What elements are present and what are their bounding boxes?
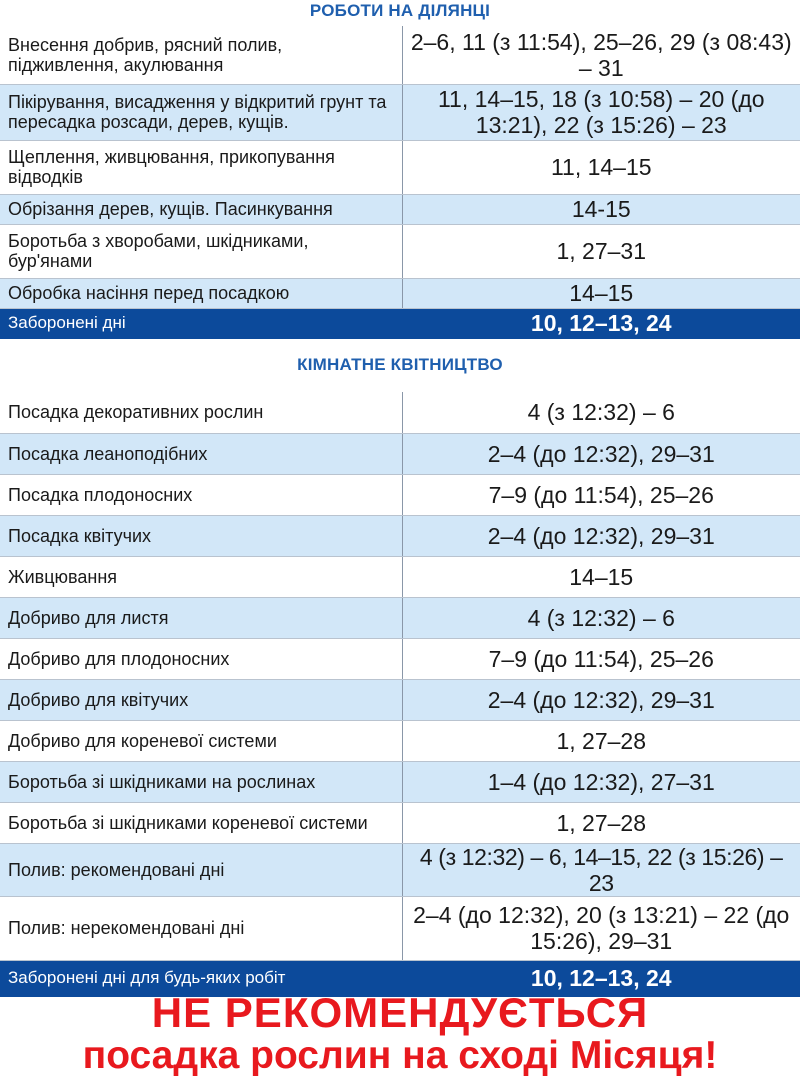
- task-dates: 14-15: [402, 194, 800, 224]
- warning-heading: НЕ РЕКОМЕНДУЄТЬСЯ: [151, 989, 649, 1036]
- task-dates: 7–9 (до 11:54), 25–26: [402, 474, 800, 515]
- task-name: Щеплення, живцювання, прикопування відводків: [0, 140, 402, 194]
- task-dates: 11, 14–15: [402, 140, 800, 194]
- task-dates: 2–4 (до 12:32), 20 (з 13:21) – 22 (до 15:26), 29–31: [402, 896, 800, 960]
- task-dates: 14–15: [402, 556, 800, 597]
- table-row: [0, 84, 800, 140]
- warning-text: посадка рослин на сході Місяця!: [82, 1034, 718, 1077]
- table-row: [0, 278, 800, 308]
- section1-title: РОБОТИ НА ДІЛЯНЦІ: [309, 1, 491, 20]
- table-row: [0, 720, 800, 761]
- banned-days-value: 10, 12–13, 24: [402, 960, 800, 996]
- task-name: Посадка декоративних рослин: [0, 392, 402, 433]
- table-row: [0, 140, 800, 194]
- task-dates: 1, 27–28: [402, 720, 800, 761]
- task-dates: 1, 27–28: [402, 802, 800, 843]
- task-name: Полив: нерекомендовані дні: [0, 896, 402, 960]
- task-dates: 2–4 (до 12:32), 29–31: [402, 433, 800, 474]
- table-row: [0, 515, 800, 556]
- task-name: Обробка насіння перед посадкою: [0, 278, 402, 308]
- task-name: Посадка леаноподібних: [0, 433, 402, 474]
- task-name: Добриво для кореневої системи: [0, 720, 402, 761]
- banned-days-label: Заборонені дні: [0, 308, 402, 338]
- task-name: Посадка плодоносних: [0, 474, 402, 515]
- table-row: [0, 26, 800, 84]
- table-row: [0, 392, 800, 433]
- table-row: [0, 761, 800, 802]
- table-row: [0, 638, 800, 679]
- task-dates: 14–15: [402, 278, 800, 308]
- task-name: Добриво для квітучих: [0, 679, 402, 720]
- task-dates: 1, 27–31: [402, 224, 800, 278]
- task-name: Полив: рекомендовані дні: [0, 843, 402, 896]
- banned-days-row: [0, 308, 800, 338]
- task-name: Добриво для листя: [0, 597, 402, 638]
- task-name: Боротьба з хворобами, шкідниками, бур'янами: [0, 224, 402, 278]
- task-dates: 2–4 (до 12:32), 29–31: [402, 679, 800, 720]
- garden-work-table: [0, 26, 800, 339]
- task-dates: 4 (з 12:32) – 6: [402, 392, 800, 433]
- task-dates: 2–6, 11 (з 11:54), 25–26, 29 (з 08:43) – 31: [402, 26, 800, 84]
- task-dates: 7–9 (до 11:54), 25–26: [402, 638, 800, 679]
- task-name: Посадка квітучих: [0, 515, 402, 556]
- task-dates: 11, 14–15, 18 (з 10:58) – 20 (до 13:21), 22 (з 15:26) – 23: [402, 84, 800, 140]
- indoor-flowers-table: [0, 392, 800, 997]
- task-name: Обрізання дерев, кущів. Пасинкування: [0, 194, 402, 224]
- task-name: Боротьба зі шкідниками на рослинах: [0, 761, 402, 802]
- banned-days-value: 10, 12–13, 24: [402, 308, 800, 338]
- table-row: [0, 474, 800, 515]
- section2-title: КІМНАТНЕ КВІТНИЦТВО: [297, 355, 503, 374]
- table-row: [0, 433, 800, 474]
- task-name: Внесення добрив, рясний полив, підживлення, акулювання: [0, 26, 402, 84]
- table-row: [0, 556, 800, 597]
- task-name: Добриво для плодоносних: [0, 638, 402, 679]
- task-dates: 2–4 (до 12:32), 29–31: [402, 515, 800, 556]
- task-dates: 4 (з 12:32) – 6, 14–15, 22 (з 15:26) – 23: [402, 843, 800, 896]
- table-row: [0, 194, 800, 224]
- task-dates: 4 (з 12:32) – 6: [402, 597, 800, 638]
- task-name: Пікірування, висадження у відкритий грунт та пересадка розсади, дерев, кущів.: [0, 84, 402, 140]
- table-row: [0, 802, 800, 843]
- table-row: [0, 843, 800, 896]
- task-name: Боротьба зі шкідниками кореневої системи: [0, 802, 402, 843]
- task-name: Живцювання: [0, 556, 402, 597]
- table-row: [0, 597, 800, 638]
- table-row: [0, 679, 800, 720]
- task-dates: 1–4 (до 12:32), 27–31: [402, 761, 800, 802]
- table-row: [0, 224, 800, 278]
- table-row: [0, 896, 800, 960]
- banned-days-label: Заборонені дні для будь-яких робіт: [0, 960, 402, 996]
